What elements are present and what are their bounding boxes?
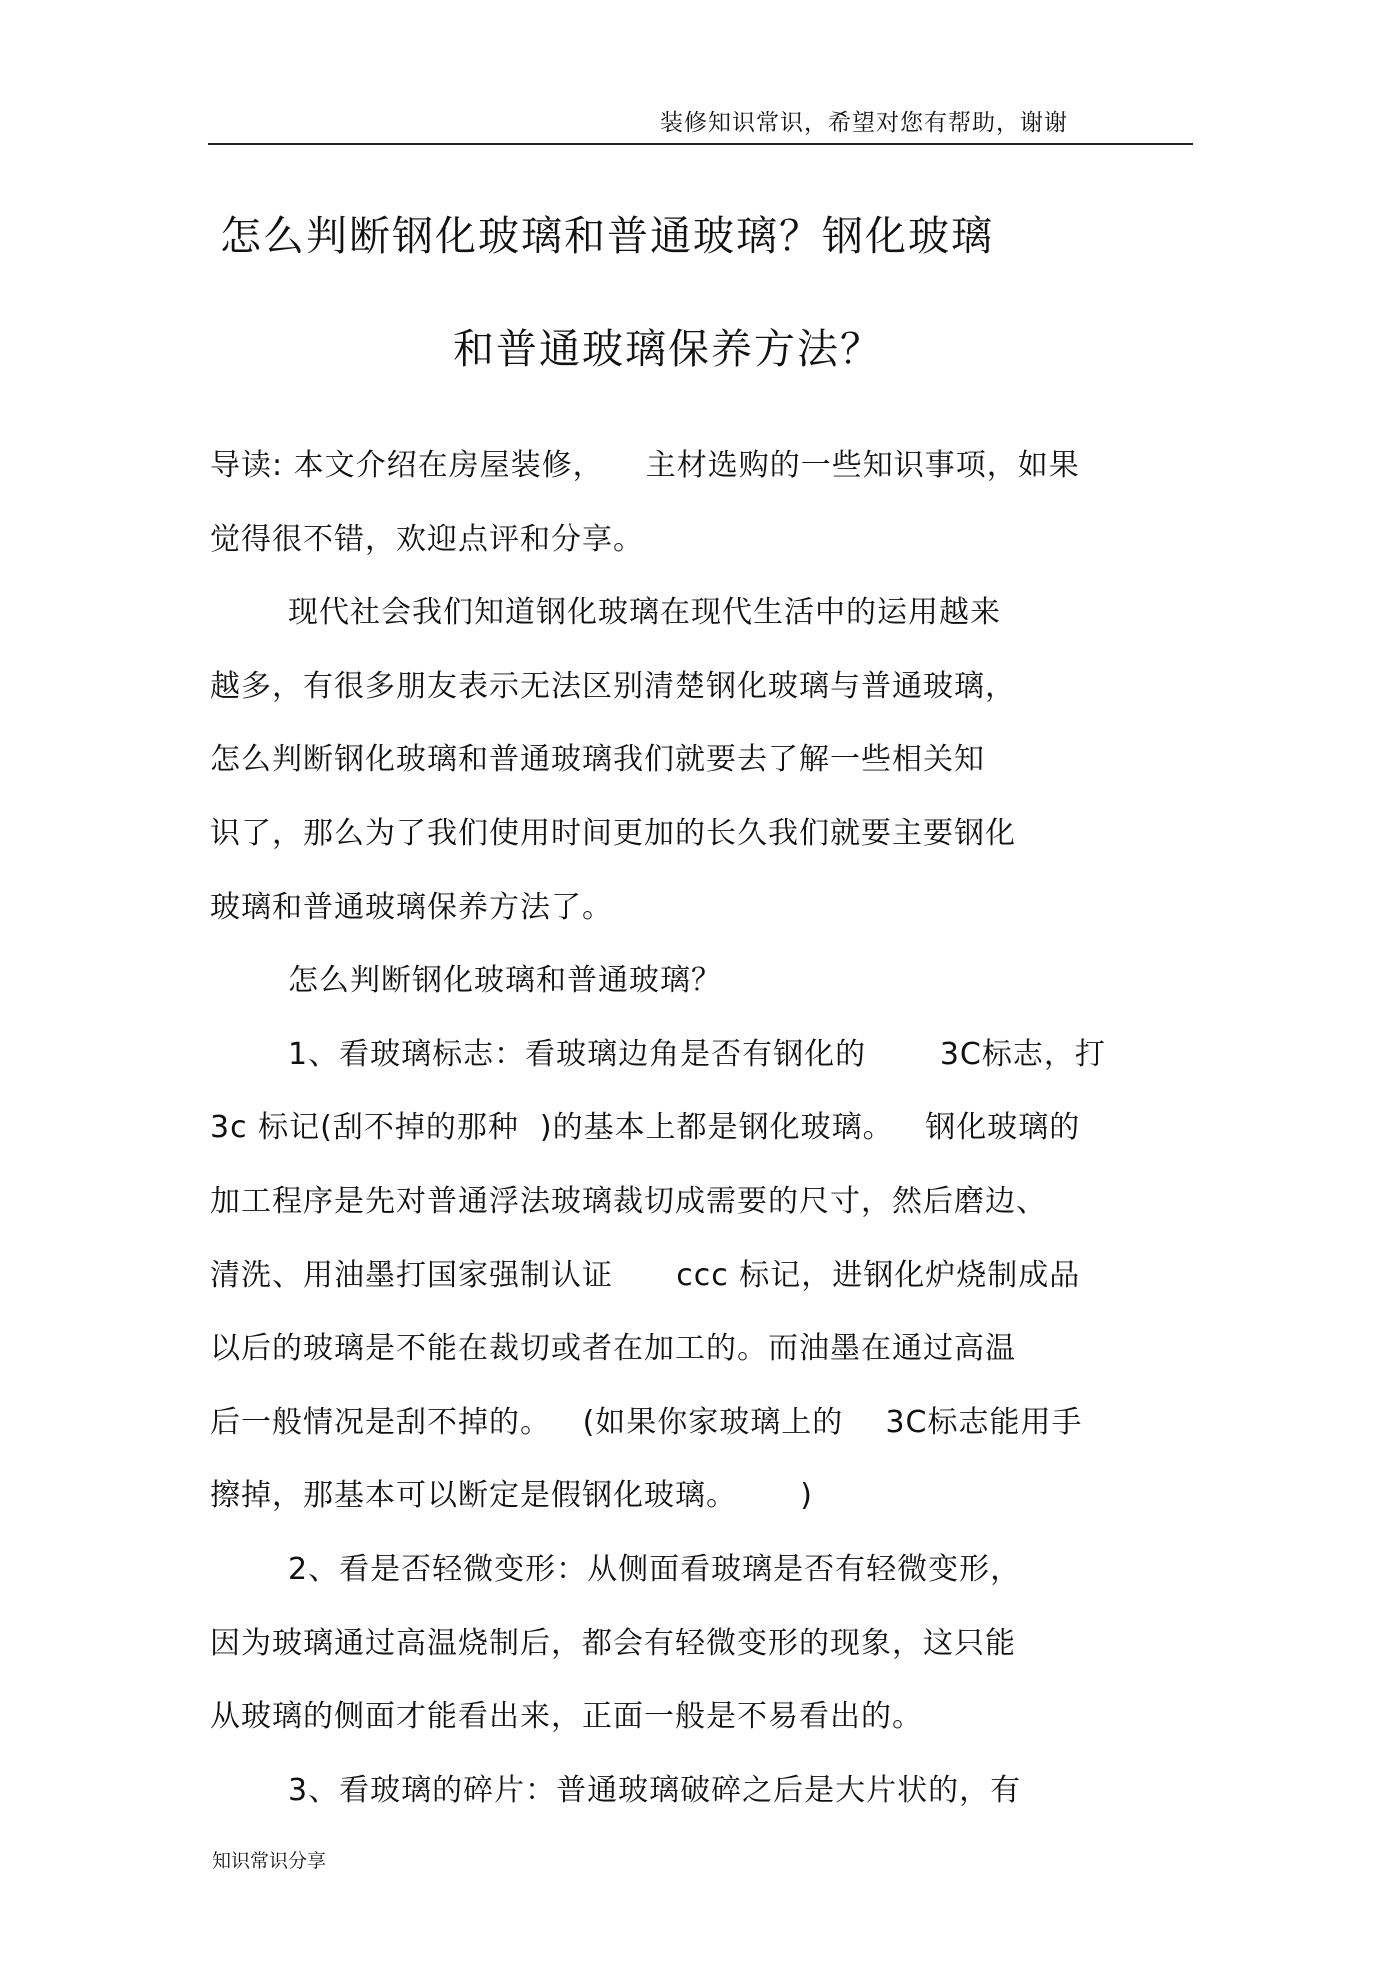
body-line: 3c 标记(刮不掉的那种 )的基本上都是钢化玻璃。 钢化玻璃的 <box>210 1110 1081 1146</box>
running-header: 装修知识常识，希望对您有帮助，谢谢 <box>660 110 1068 136</box>
body-line: 后一般情况是刮不掉的。 (如果你家玻璃上的 3C标志能用手 <box>210 1404 1083 1440</box>
body-line: 因为玻璃通过高温烧制后，都会有轻微变形的现象，这只能 <box>210 1625 1016 1661</box>
document-title-line-2: 和普通玻璃保养方法？ <box>453 325 883 373</box>
article-body <box>210 444 1190 1842</box>
header-divider <box>208 143 1193 145</box>
body-line: 怎么判断钢化玻璃和普通玻璃？ <box>288 963 722 999</box>
body-line: 加工程序是先对普通浮法玻璃裁切成需要的尺寸，然后磨边、 <box>210 1183 1047 1219</box>
body-line: 越多，有很多朋友表示无法区别清楚钢化玻璃与普通玻璃， <box>210 668 1016 704</box>
page-footer: 知识常识分享 <box>212 1850 327 1872</box>
body-line: 玻璃和普通玻璃保养方法了。 <box>210 889 613 925</box>
body-line: 从玻璃的侧面才能看出来，正面一般是不易看出的。 <box>210 1699 923 1735</box>
body-line: 导读: 本文介绍在房屋装修， 主材选购的一些知识事项，如果 <box>210 448 1080 483</box>
body-line: 以后的玻璃是不能在裁切或者在加工的。而油墨在通过高温 <box>210 1331 1016 1367</box>
body-line: 清洗、用油墨打国家强制认证 ccc 标记，进钢化炉烧制成品 <box>210 1257 1081 1293</box>
body-line: 3、看玻璃的碎片：普通玻璃破碎之后是大片状的，有 <box>288 1772 1022 1808</box>
body-line: 识了，那么为了我们使用时间更加的长久我们就要主要钢化 <box>210 815 1016 851</box>
body-line: 现代社会我们知道钢化玻璃在现代生活中的运用越来 <box>288 595 1001 631</box>
body-line: 觉得很不错，欢迎点评和分享。 <box>210 521 644 557</box>
body-line: 怎么判断钢化玻璃和普通玻璃我们就要去了解一些相关知 <box>210 742 985 778</box>
document-title-line-1: 怎么判断钢化玻璃和普通玻璃？钢化玻璃 <box>220 212 994 260</box>
body-line: 1、看玻璃标志：看玻璃边角是否有钢化的 3C标志，打 <box>288 1036 1106 1072</box>
body-line: 擦掉，那基本可以断定是假钢化玻璃。 ) <box>210 1478 813 1514</box>
body-line: 2、看是否轻微变形：从侧面看玻璃是否有轻微变形， <box>288 1551 1022 1587</box>
